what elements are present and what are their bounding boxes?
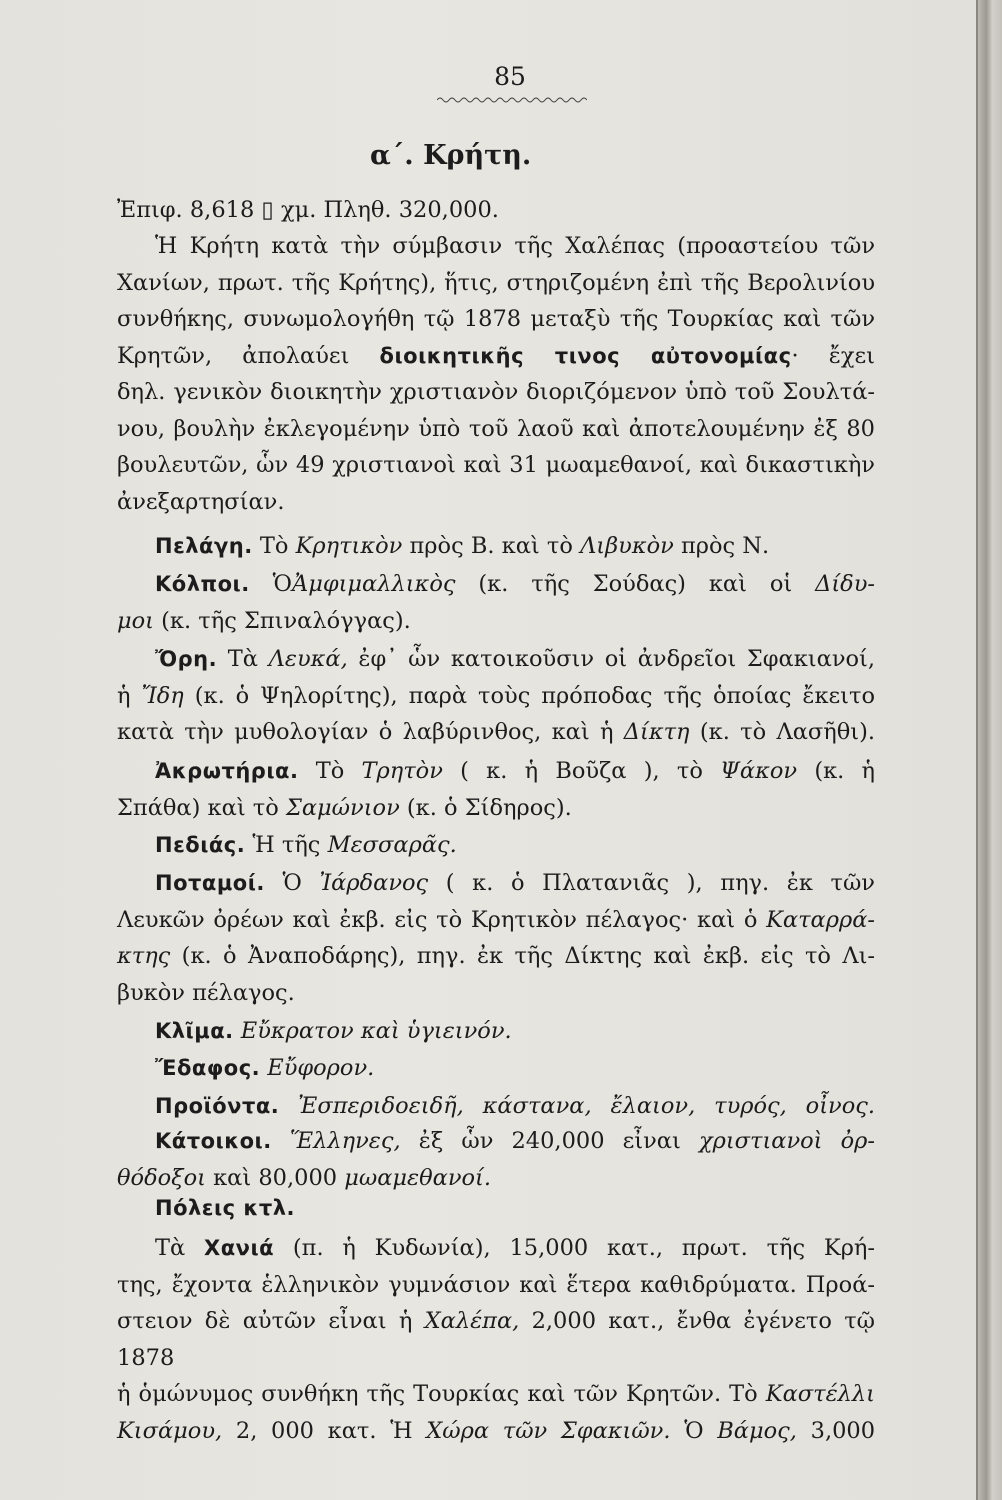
area-stats-line: Ἐπιφ. 8,618 ▯ χμ. Πληθ. 320,000. (117, 197, 499, 223)
text-run: Ὁ (272, 571, 292, 597)
katoikoi-entry (117, 1123, 875, 1196)
italic-text: χριστιανοὶ ὀρ- (698, 1128, 875, 1154)
text-line (117, 753, 875, 790)
text-run: Ὁ (684, 1417, 704, 1444)
entry-label: Ἔδαφος. (155, 1056, 261, 1080)
text-line (117, 902, 875, 939)
text-run: (κ. τῆς Σπιναλόγγας). (161, 607, 411, 634)
text-run: Ὁ (282, 870, 302, 896)
text-run: καὶ 80,000 (213, 1164, 338, 1191)
italic-text: Σαμώνιον (285, 794, 400, 821)
entry-label: Προϊόντα. (155, 1094, 280, 1118)
text-run: ἐξ ὧν 240,000 εἶναι (418, 1128, 681, 1154)
italic-text: Τρητὸν (361, 758, 443, 784)
text-line: Ἡ Κρήτη κατὰ τὴν σύμβασιν τῆς Χαλέπας (προαστείου τῶν (155, 233, 875, 259)
entry-label: Κόλποι. (155, 572, 250, 596)
pelagi-entry (117, 528, 875, 565)
text-line (117, 603, 875, 640)
ori-entry (117, 641, 875, 751)
entry-label: Πεδιάς. (155, 833, 246, 857)
text-run: κατὰ τὴν μυθολογίαν ὁ λαβύρινθος, καὶ ἡ (117, 719, 614, 745)
text-line (117, 528, 875, 565)
text-line (117, 1190, 875, 1227)
text-line: δηλ. γενικὸν διοικητὴν χριστιανὸν διοριζόμενον ὑπὸ τοῦ Σουλτά- (117, 379, 875, 405)
italic-text: Ἰάρδανος (319, 870, 429, 896)
text-line (117, 1123, 875, 1160)
wavy-rule (437, 96, 587, 104)
text-run: (κ. τῆς Σούδας) καὶ οἱ (478, 571, 793, 597)
text-run: ἡ (117, 682, 131, 709)
text-run: ἐφ᾽ ὧν κατοικοῦσιν οἱ ἀνδρεῖοι Σφακιανοί, (358, 646, 876, 672)
italic-text: Δίδυ- (815, 571, 875, 597)
entry-label: Ἀκρωτήρια. (155, 759, 299, 783)
text-line: της, ἔχοντα ἑλληνικὸν γυμνάσιον καὶ ἕτερα καθιδρύματα. Προά- (117, 1271, 875, 1298)
italic-text: μωαμεθανοί. (344, 1164, 492, 1191)
akrotiria-entry (117, 753, 875, 826)
italic-text: Βάμος, (717, 1417, 797, 1444)
entry-label: Κλῖμα. (155, 1019, 234, 1043)
emphasis-text: διοικητικῆς τινος αὐτονομίας (379, 343, 792, 368)
italic-text: Κισάμου, (117, 1417, 223, 1444)
italic-text: Εὔκρατον καὶ ὑγιεινόν. (240, 1018, 512, 1044)
italic-text: Καστέλλι (765, 1381, 876, 1407)
section-heading: α΄. Κρήτη. (370, 140, 532, 171)
text-line: νου, βουλὴν ἐκλεγομένην ὑπὸ τοῦ λαοῦ καὶ ἀποτελουμένην ἐξ 80 (117, 415, 875, 442)
italic-text: Ἕλληνες, (289, 1128, 401, 1154)
text-run: ( κ. ὁ Πλατανιᾶς ), πηγ. ἐκ τῶν (445, 870, 875, 896)
pediades-entry (117, 827, 875, 864)
text-line (117, 1088, 875, 1125)
poleis-heading (117, 1190, 875, 1227)
italic-text: Λευκά, (268, 646, 348, 672)
italic-text: Ἐσπεριδοειδῆ, κάστανα, ἔλαιον, τυρός, οἶνος. (298, 1093, 876, 1119)
text-line: βουλευτῶν, ὧν 49 χριστιανοὶ καὶ 31 μωαμεθανοί, καὶ δικαστικὴν (117, 452, 875, 478)
entry-label: Πελάγη. (155, 534, 253, 558)
text-run: 2, 000 κατ. Ἡ (235, 1417, 413, 1444)
text-run: (κ. ἡ (814, 758, 876, 784)
text-run: (π. ἡ Κυδωνία), 15,000 κατ., πρωτ. τῆς Κρή- (292, 1235, 876, 1261)
text-line (117, 1376, 875, 1413)
italic-text: κτης (117, 943, 171, 969)
text-line (117, 1303, 875, 1376)
emphasis-text: Χανιά (204, 1236, 275, 1260)
text-run: 3,000 (810, 1417, 876, 1444)
italic-text: θόδοξοι (117, 1164, 206, 1191)
text-line (117, 1050, 875, 1087)
italic-text: Κρητικὸν (295, 533, 403, 559)
text-run: πρὸς Ν. (680, 533, 770, 559)
italic-text: Μεσσαρᾶς. (327, 832, 457, 858)
italic-text: Ἴδη (141, 682, 184, 709)
text-line (117, 714, 875, 751)
text-run: πρὸς Β. καὶ τὸ (409, 533, 573, 559)
entry-label: Πόλεις κτλ. (155, 1196, 296, 1220)
page-number: 85 (494, 62, 526, 91)
text-run: Σπάθα) καὶ τὸ (117, 794, 279, 821)
text-run: Λευκῶν ὀρέων καὶ ἐκβ. εἰς τὸ Κρητικὸν πέλαγος· καὶ ὁ (117, 906, 758, 933)
text-line (117, 1013, 875, 1050)
text-line (117, 790, 875, 827)
text-line (117, 338, 875, 375)
book-edge (978, 0, 1002, 1500)
text-line (117, 1413, 875, 1450)
edafos-entry (117, 1050, 875, 1087)
text-run: (κ. τὸ Λασῆθι). (699, 719, 876, 745)
intro-paragraph (117, 228, 875, 520)
text-line (117, 865, 875, 902)
italic-text: Χαλέπα, (424, 1308, 520, 1334)
text-line: συνθήκης, συνωμολογήθη τῷ 1878 μεταξὺ τῆς Τουρκίας καὶ τῶν (117, 306, 875, 332)
text-run: Ἡ τῆς (252, 832, 321, 858)
text-run: Τὰ (227, 646, 258, 672)
text-run: · ἔχει (791, 342, 875, 369)
text-run: Τὸ (259, 533, 289, 559)
italic-text: Λιβυκὸν (580, 533, 674, 559)
proionta-entry (117, 1088, 875, 1125)
text-run: (κ. ὁ Σίδηρος). (406, 794, 572, 821)
entry-label: Ποταμοί. (155, 871, 265, 895)
entry-label: Ὄρη. (155, 647, 218, 671)
area-stats (117, 192, 875, 229)
text-run: στειον δὲ αὐτῶν εἶναι ἡ (117, 1308, 413, 1334)
text-line: ἀνεξαρτησίαν. (117, 488, 285, 515)
text-run: (κ. ὁ Ψηλορίτης), παρὰ τοὺς πρόποδας τῆς ὁποίας ἔκειτο (194, 682, 876, 709)
text-run: 2,000 κατ., ἔνθα ἐγένετο τῷ 1878 (117, 1308, 875, 1371)
kolpoi-entry (117, 566, 875, 639)
klima-entry (117, 1013, 875, 1050)
text-line (117, 641, 875, 678)
text-run: ( κ. ἡ Βοῦζα ), τὸ (460, 758, 703, 784)
text-run: Κρητῶν, ἀπολαύει (117, 342, 350, 369)
text-run: Τὰ (155, 1235, 186, 1261)
text-line (117, 1230, 875, 1267)
text-run: (κ. ὁ Ἀναποδάρης), πηγ. ἐκ τῆς Δίκτης καὶ ἐκβ. εἰς τὸ Λι- (181, 943, 875, 969)
text-line (117, 566, 875, 603)
italic-text: Καταρρά- (766, 906, 875, 933)
text-line (117, 678, 875, 715)
italic-text: Εὔφορον. (267, 1055, 375, 1081)
text-line (117, 938, 875, 975)
text-run: ἡ ὁμώνυμος συνθήκη τῆς Τουρκίας καὶ τῶν Κρητῶν. Τὸ (117, 1381, 758, 1407)
chania-paragraph (117, 1230, 875, 1449)
italic-text: Δίκτη (623, 719, 690, 745)
entry-label: Κάτοικοι. (155, 1129, 272, 1153)
text-run: Τὸ (315, 758, 345, 784)
text-line: Χανίων, πρωτ. τῆς Κρήτης), ἥτις, στηριζομένη ἐπὶ τῆς Βερολινίου (117, 269, 875, 296)
italic-text: Χώρα τῶν Σφακιῶν. (426, 1417, 671, 1444)
italic-text: Ψάκον (720, 758, 798, 784)
text-line: βυκὸν πέλαγος. (117, 979, 295, 1006)
italic-text: Ἀμφιμαλλικὸς (291, 571, 456, 597)
potamoi-entry (117, 865, 875, 1011)
italic-text: μοι (117, 607, 154, 634)
text-line (117, 827, 875, 864)
